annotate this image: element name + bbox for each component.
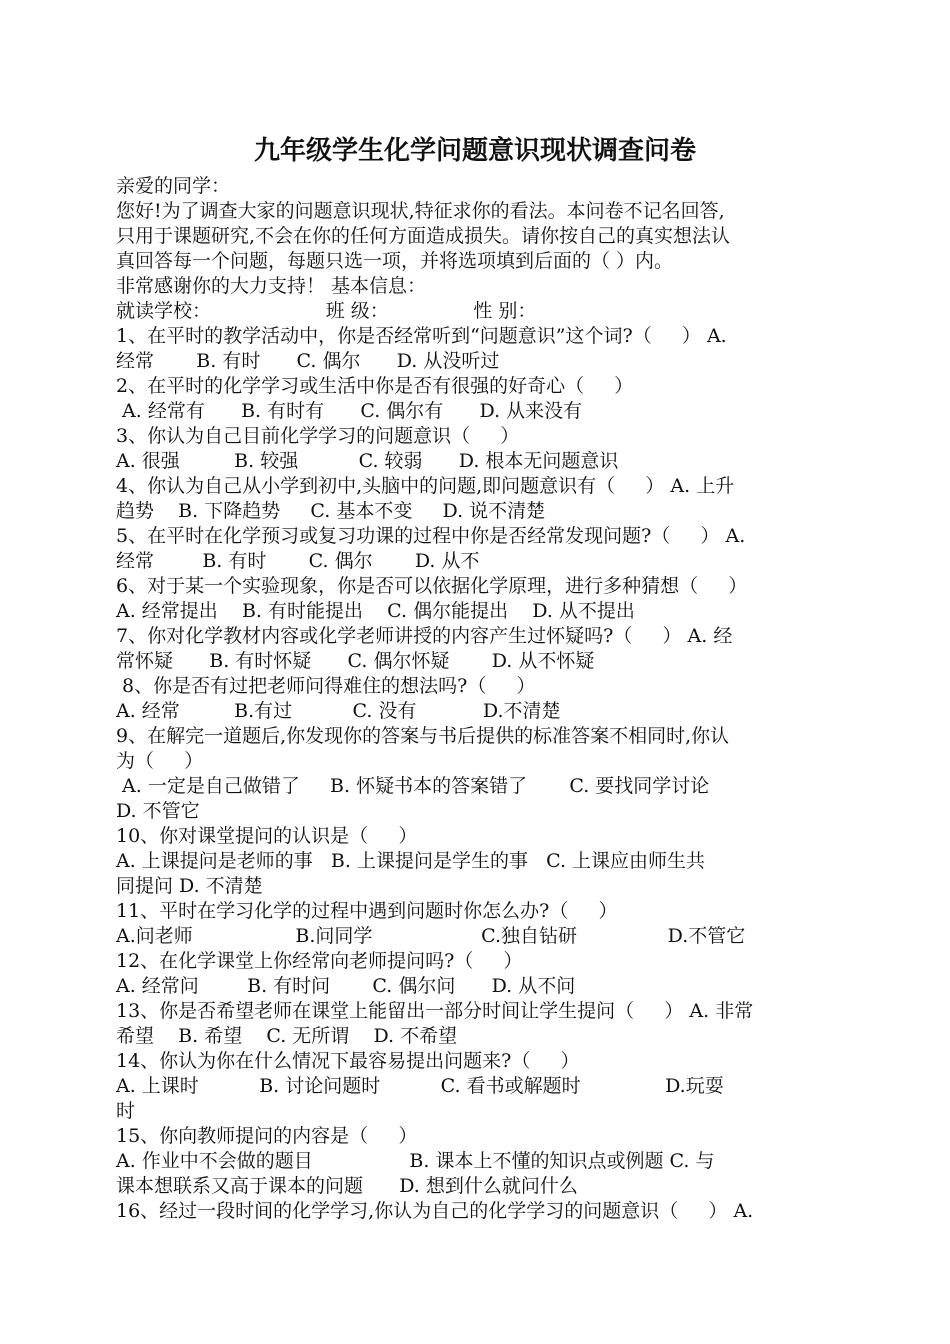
question-line: 时 (116, 1100, 136, 1122)
question-line: A. 经常 B.有过 C. 没有 D.不清楚 (116, 700, 561, 722)
question-line: 11、平时在学习化学的过程中遇到问题时你怎么办?（ ） (116, 900, 618, 922)
question-line: A. 经常问 B. 有时问 C. 偶尔问 D. 从不问 (116, 975, 576, 997)
question-line: 3、你认为自己目前化学学习的问题意识（ ） (116, 425, 520, 447)
question-line: A. 上课时 B. 讨论问题时 C. 看书或解题时 D.玩耍 (116, 1075, 724, 1097)
question-line: 7、你对化学教材内容或化学老师讲授的内容产生过怀疑吗?（ ） A. 经 (116, 625, 733, 647)
question-line: 10、你对课堂提问的认识是（ ） (116, 825, 418, 847)
question-line: 希望 B. 希望 C. 无所谓 D. 不希望 (116, 1025, 458, 1047)
question-line: 2、在平时的化学学习或生活中你是否有很强的好奇心（ ） (116, 375, 634, 397)
question-line: A. 经常提出 B. 有时能提出 C. 偶尔能提出 D. 从不提出 (116, 600, 635, 622)
question-line: A. 经常有 B. 有时有 C. 偶尔有 D. 从来没有 (116, 400, 583, 422)
question-line: A. 作业中不会做的题目 B. 课本上不懂的知识点或例题 C. 与 (116, 1150, 715, 1172)
question-line: 16、经过一段时间的化学学习,你认为自己的化学学习的问题意识（ ） A. (116, 1200, 754, 1222)
survey-body (116, 174, 838, 1224)
question-line: 12、在化学课堂上你经常向老师提问吗?（ ） (116, 950, 523, 972)
question-line: D. 不管它 (116, 800, 200, 822)
question-line: 经常 B. 有时 C. 偶尔 D. 从不 (116, 550, 480, 572)
question-line: 5、在平时在化学预习或复习功课的过程中你是否经常发现问题?（ ） A. (116, 525, 746, 547)
question-line: 9、在解完一道题后,你发现你的答案与书后提供的标准答案不相同时,你认 (116, 725, 730, 747)
question-line: 同提问 D. 不清楚 (116, 875, 263, 897)
greeting: 亲爱的同学： (116, 175, 231, 197)
question-line: 经常 B. 有时 C. 偶尔 D. 从没听过 (116, 350, 500, 372)
basic-info-line: 就读学校： 班 级： 性 别： (116, 300, 537, 322)
intro-line: 您好!为了调查大家的问题意识现状,特征求你的看法。本问卷不记名回答, (116, 200, 725, 222)
question-line: A.问老师 B.问同学 C.独自钻研 D.不管它 (116, 925, 746, 947)
question-line: 15、你向教师提问的内容是（ ） (116, 1125, 418, 1147)
intro-line: 真回答每一个问题，每题只选一项，并将选项填到后面的（ ）内。 (116, 250, 674, 272)
question-line: A. 很强 B. 较强 C. 较弱 D. 根本无问题意识 (116, 450, 619, 472)
document-title: 九年级学生化学问题意识现状调查问卷 (253, 136, 696, 166)
question-line: 6、对于某一个实验现象，你是否可以依据化学原理，进行多种猜想（ ） (116, 575, 748, 597)
intro-line: 只用于课题研究,不会在你的任何方面造成损失。请你按自己的真实想法认 (116, 225, 731, 247)
thanks-line: 非常感谢你的大力支持！ 基本信息： (116, 275, 427, 297)
question-line: 常怀疑 B. 有时怀疑 C. 偶尔怀疑 D. 从不怀疑 (116, 650, 595, 672)
question-line: 4、你认为自己从小学到初中,头脑中的问题,即问题意识有（ ） A. 上升 (116, 475, 735, 497)
question-line: 为（ ） (116, 750, 204, 772)
question-line: 13、你是否希望老师在课堂上能留出一部分时间让学生提问（ ） A. 非常 (116, 1000, 754, 1022)
question-line: 趋势 B. 下降趋势 C. 基本不变 D. 说不清楚 (116, 500, 546, 522)
question-line: A. 上课提问是老师的事 B. 上课提问是学生的事 C. 上课应由师生共 (116, 850, 706, 872)
question-line: 课本想联系又高于课本的问题 D. 想到什么就问什么 (116, 1175, 578, 1197)
question-line: A. 一定是自己做错了 B. 怀疑书本的答案错了 C. 要找同学讨论 (116, 775, 710, 797)
question-line: 1、在平时的教学活动中，你是否经常听到“问题意识”这个词?（ ） A. (116, 325, 727, 347)
question-line: 8、你是否有过把老师问得难住的想法吗?（ ） (116, 675, 536, 697)
question-line: 14、你认为你在什么情况下最容易提出问题来?（ ） (116, 1050, 580, 1072)
